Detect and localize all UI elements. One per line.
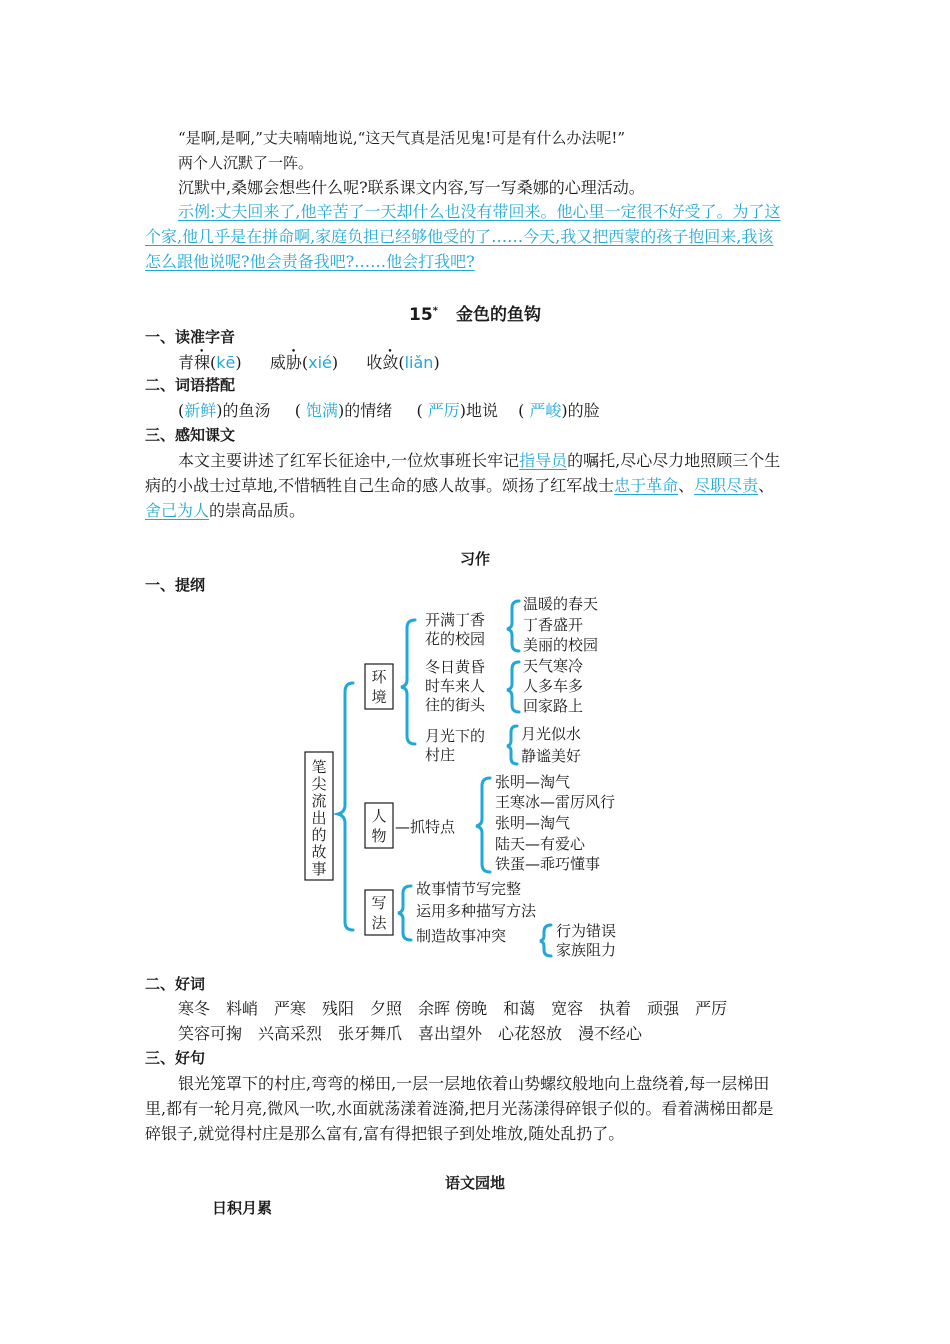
svg-text:写: 写 <box>371 894 387 912</box>
method-item: 运用多种描写方法 <box>416 902 537 920</box>
char-brace <box>476 778 490 872</box>
svg-text:境: 境 <box>371 688 387 706</box>
env-2-label: 往的街头 <box>425 696 486 714</box>
collocation-item: (新鲜)的鱼汤 <box>178 401 271 420</box>
method-item: 故事情节写完整 <box>416 880 522 898</box>
summary-line-1: 本文主要讲述了红军长征途中,一位炊事班长牢记指导员的嘱托,尽心尽力地照顾三个生 <box>178 451 781 470</box>
words-line-2: 笑容可掬 兴高采烈 张牙舞爪 喜出望外 心花怒放 漫不经心 <box>178 1024 643 1043</box>
env-2-label: 时车来人 <box>425 677 486 695</box>
question-text: 沉默中,桑娜会想些什么呢?联系课文内容,写一写桑娜的心理活动。 <box>178 178 645 197</box>
lesson-name: 金色的鱼钩 <box>455 305 541 325</box>
section-heading-sentences: 三、好句 <box>145 1049 206 1067</box>
root-brace <box>338 683 353 930</box>
section-heading-outline: 一、提纲 <box>145 576 206 594</box>
root-char: 尖 <box>311 775 327 793</box>
env-3-item: 静谧美好 <box>521 747 582 765</box>
pinyin-item: 威胁(xié) <box>269 353 339 372</box>
env-1-item: 温暖的春天 <box>523 595 599 613</box>
char-connector: —抓特点 <box>395 818 456 836</box>
passage-line-1: “是啊,是啊,”丈夫喃喃地说,“这天气真是活见鬼!可是有什么办法呢!” <box>178 129 626 147</box>
conflict-item: 行为错误 <box>556 922 617 940</box>
svg-text:环: 环 <box>371 668 387 686</box>
env-2-item: 回家路上 <box>523 697 584 715</box>
method-item: 制造故事冲突 <box>416 927 507 945</box>
lesson-number: 15 <box>409 305 433 325</box>
char-item: 张明—淘气 <box>495 814 571 832</box>
outline-diagram <box>0 580 950 970</box>
root-char: 出 <box>311 809 327 827</box>
summary-line-2: 病的小战士过草地,不惜牺牲自己生命的感人故事。颂扬了红军战士忠于革命、尽职尽责、 <box>145 476 775 495</box>
summary-line-3: 舍己为人的崇高品质。 <box>145 501 306 520</box>
pinyin-row <box>178 350 440 376</box>
lesson-star: * <box>432 305 438 317</box>
env-2-label: 冬日黄昏 <box>425 658 486 676</box>
garden-subheading: 日积月累 <box>212 1199 273 1217</box>
method-brace <box>398 886 411 940</box>
pinyin-item: 青稞(kē) <box>178 353 242 372</box>
env-3-brace <box>507 726 517 764</box>
env-3-item: 月光似水 <box>521 725 582 743</box>
conflict-brace <box>540 925 551 956</box>
char-item: 陆天—有爱心 <box>495 835 586 853</box>
collocation-row <box>178 398 600 424</box>
env-brace <box>401 620 415 744</box>
env-2-item: 人多车多 <box>523 677 584 695</box>
root-char: 事 <box>311 860 327 878</box>
conflict-item: 家族阻力 <box>556 941 617 959</box>
section-heading-words: 二、好词 <box>145 975 206 993</box>
section-heading-pronunciation: 一、读准字音 <box>145 328 236 346</box>
pinyin-item: 收敛(liǎn) <box>366 353 440 372</box>
env-1-label: 花的校园 <box>425 630 486 648</box>
char-item: 张明—淘气 <box>495 773 571 791</box>
passage-line-2: 两个人沉默了一阵。 <box>178 154 314 172</box>
svg-text:人: 人 <box>371 807 387 825</box>
words-line-1: 寒冬 料峭 严寒 残阳 夕照 余晖 傍晚 和蔼 宽容 执着 顽强 严厉 <box>178 999 728 1018</box>
env-2-brace <box>507 662 519 712</box>
root-char: 流 <box>311 792 327 810</box>
env-1-item: 丁香盛开 <box>523 616 584 634</box>
section-heading-summary: 三、感知课文 <box>145 426 236 444</box>
env-1-brace <box>507 601 519 651</box>
answer-line-3: 怎么跟他说呢?他会责备我吧?……他会打我吧? <box>145 252 475 271</box>
section-heading-collocation: 二、词语搭配 <box>145 376 236 394</box>
composition-title: 习作 <box>459 550 490 568</box>
lesson-title <box>0 300 950 325</box>
garden-title: 语文园地 <box>444 1174 505 1192</box>
collocation-item: ( 饱满)的情绪 <box>294 401 393 420</box>
sentence-line-2: 里,都有一轮月亮,微风一吹,水面就荡漾着涟漪,把月光荡漾得碎银子似的。看着满梯田都是 <box>145 1099 774 1118</box>
env-3-label: 月光下的 <box>425 727 486 745</box>
env-3-label: 村庄 <box>425 746 456 764</box>
env-2-item: 天气寒冷 <box>523 657 584 675</box>
root-char: 笔 <box>311 758 327 776</box>
answer-line-1: 示例:丈夫回来了,他辛苦了一天却什么也没有带回来。他心里一定很不好受了。为了这 <box>178 202 781 221</box>
svg-text:法: 法 <box>371 914 387 932</box>
answer-line-2: 个家,他几乎是在拼命啊,家庭负担已经够他受的了……今天,我又把西蒙的孩子抱回来,我该 <box>145 227 774 246</box>
sentence-line-1: 银光笼罩下的村庄,弯弯的梯田,一层一层地依着山势螺纹般地向上盘绕着,每一层梯田 <box>178 1074 770 1093</box>
env-1-label: 开满丁香 <box>425 611 486 629</box>
env-1-item: 美丽的校园 <box>523 636 599 654</box>
svg-text:物: 物 <box>371 827 387 845</box>
sentence-line-3: 碎银子,就觉得村庄是那么富有,富有得把银子到处堆放,随处乱扔了。 <box>145 1124 625 1143</box>
collocation-item: ( 严厉)地说 <box>416 401 498 420</box>
char-item: 铁蛋—乖巧懂事 <box>495 855 601 873</box>
root-char: 的 <box>311 826 327 844</box>
collocation-item: ( 严峻)的脸 <box>518 401 600 420</box>
root-char: 故 <box>311 843 327 861</box>
char-item: 王寒冰—雷厉风行 <box>495 793 616 811</box>
